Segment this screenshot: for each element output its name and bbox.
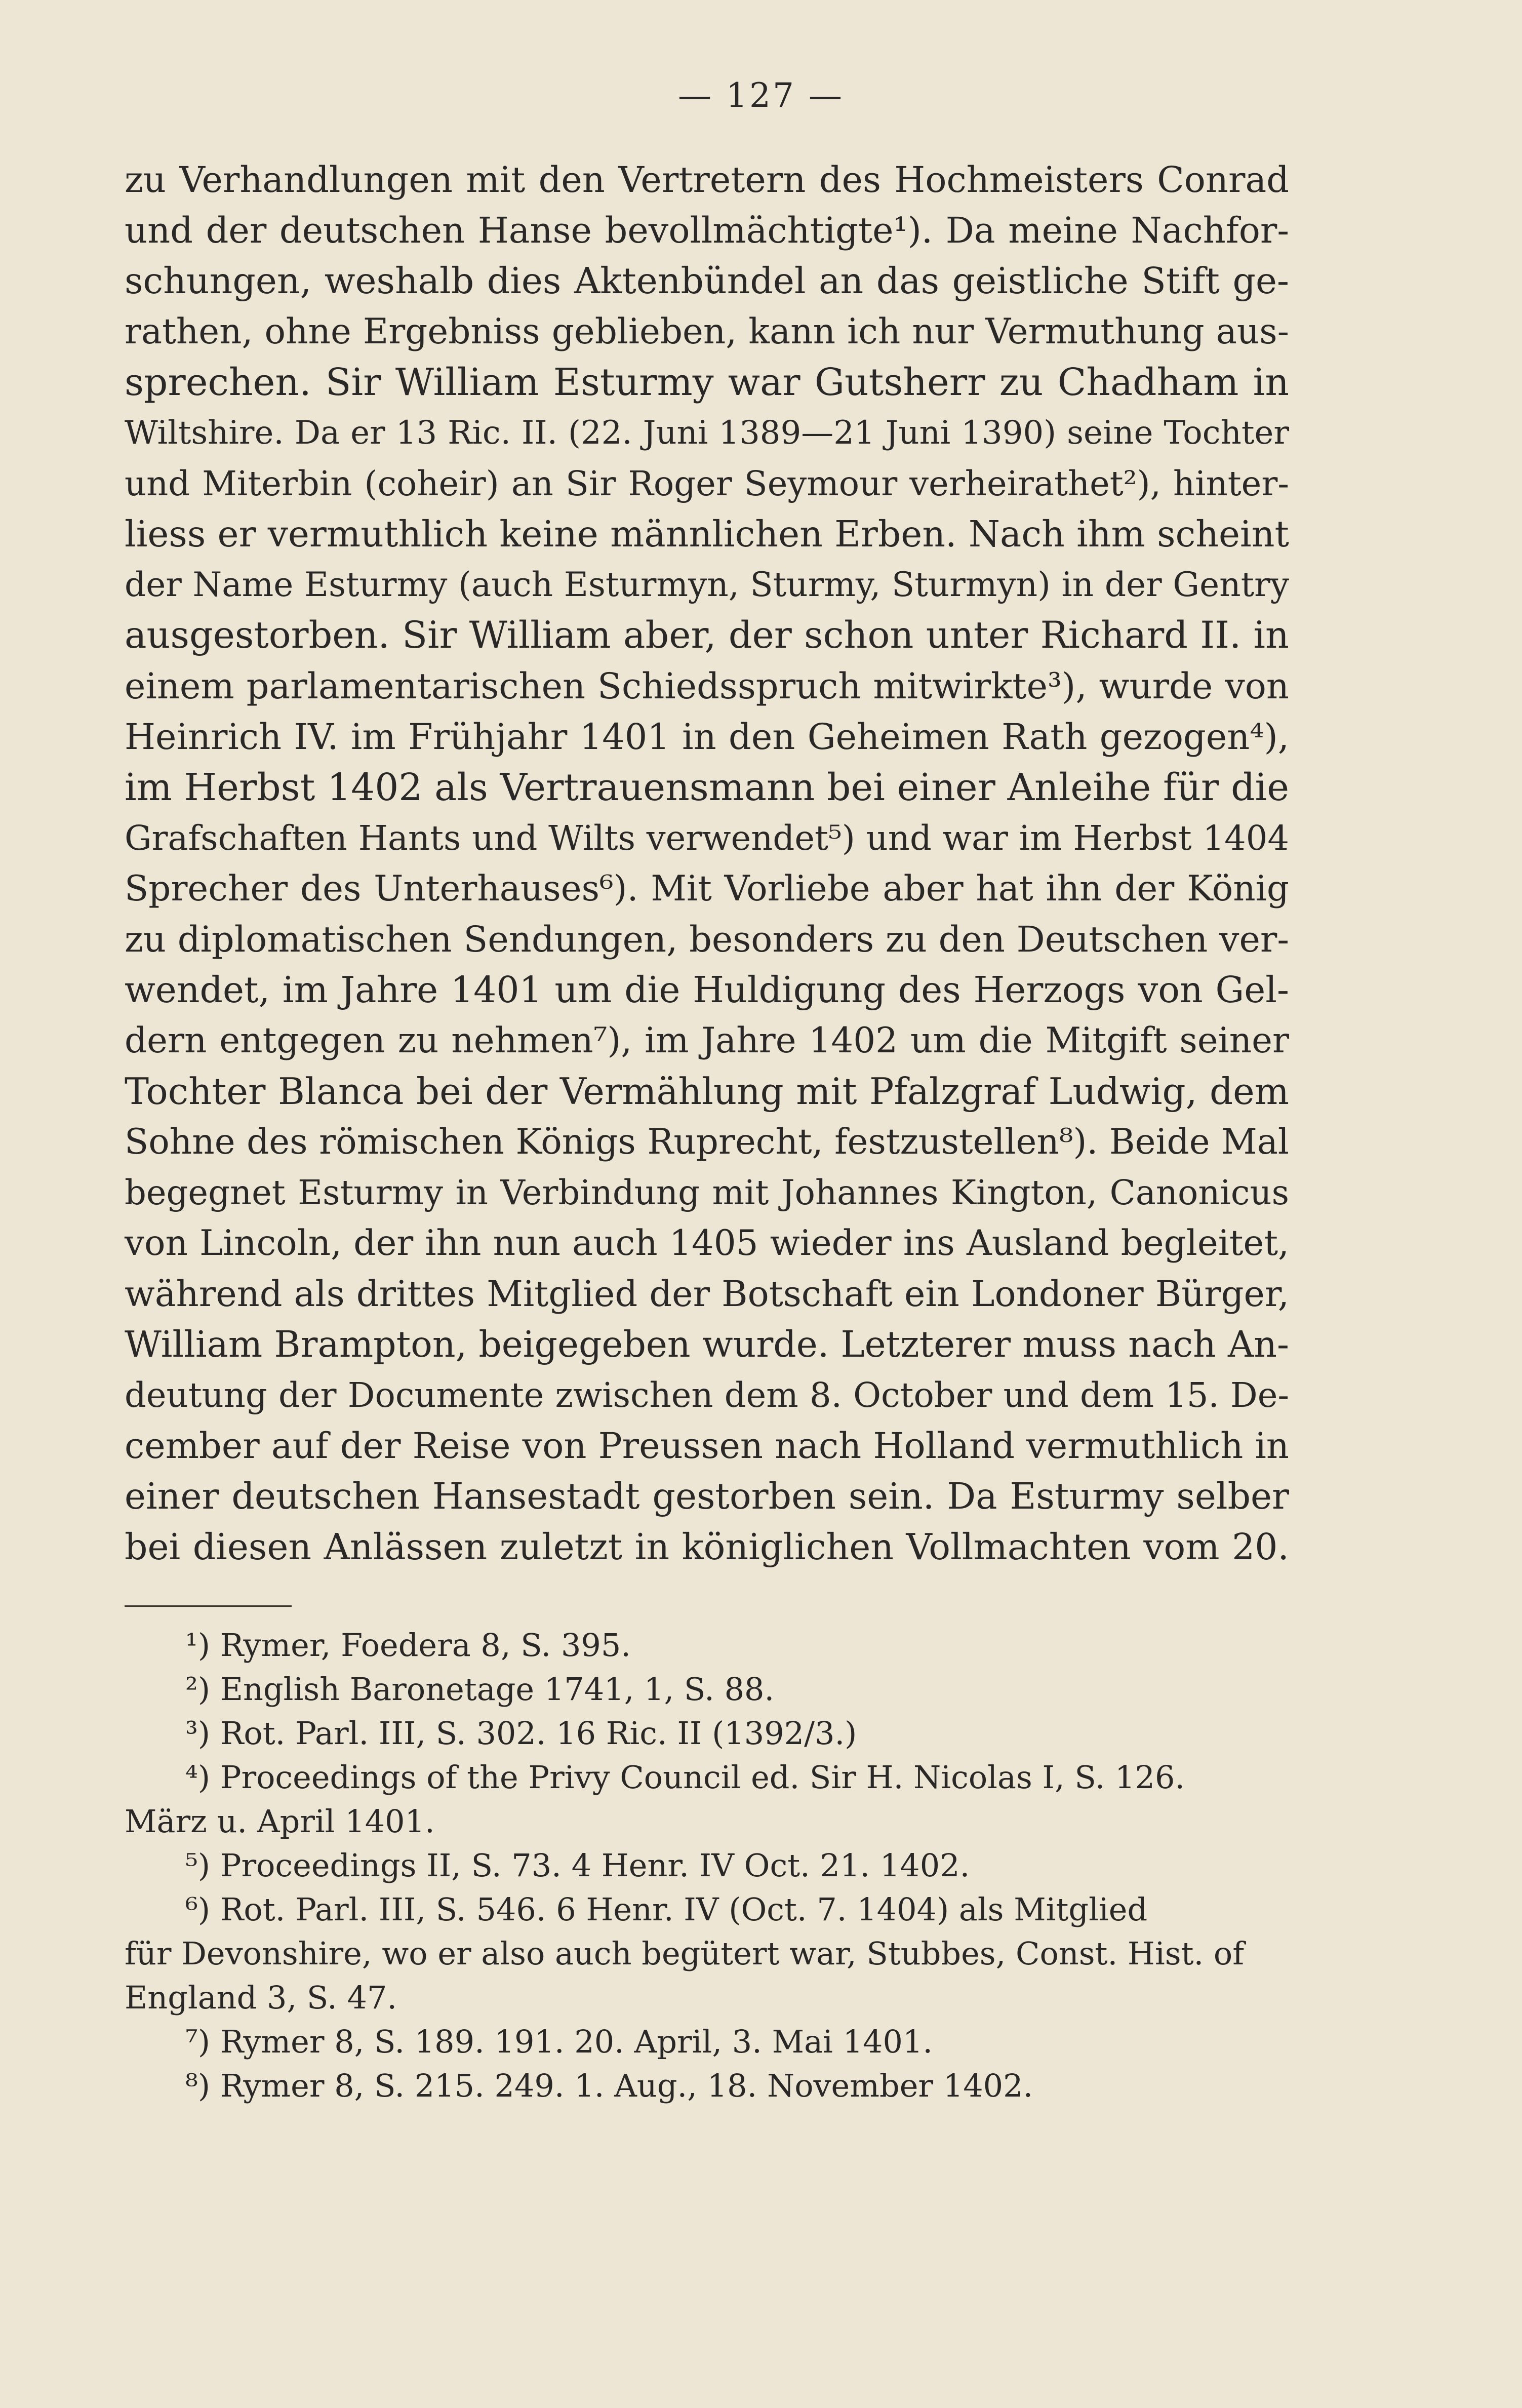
footnote-line: ¹) Rymer, Foedera 8, S. 395.	[185, 1627, 631, 1664]
text-line: Wiltshire. Da er 13 Ric. II. (22. Juni 1389—21 Juni 1390) seine Tochter	[125, 414, 1289, 452]
footnote-line: ⁵) Proceedings II, S. 73. 4 Henr. IV Oct. 21. 1402.	[185, 1847, 970, 1884]
text-line: Tochter Blanca bei der Vermählung mit Pfalzgraf Ludwig, dem	[125, 1070, 1289, 1113]
text-line: deutung der Documente zwischen dem 8. October und dem 15. De-	[125, 1375, 1289, 1415]
text-line: begegnet Esturmy in Verbindung mit Johannes Kington, Canonicus	[125, 1173, 1289, 1212]
text-line: während als drittes Mitglied der Botschaft ein Londoner Bürger,	[125, 1273, 1289, 1315]
text-line: im Herbst 1402 als Vertrauensmann bei einer Anleihe für die	[125, 766, 1289, 809]
footnotes	[125, 1623, 1289, 2108]
text-line: cember auf der Reise von Preussen nach Holland vermuthlich in	[125, 1425, 1289, 1467]
text-line: einem parlamentarischen Schiedsspruch mitwirkte³), wurde von	[125, 665, 1289, 707]
page-number: — 127 —	[678, 76, 844, 115]
text-line: Sprecher des Unterhauses⁶). Mit Vorliebe aber hat ihn der König	[125, 869, 1289, 909]
text-line: zu Verhandlungen mit den Vertretern des Hochmeisters Conrad	[125, 159, 1289, 201]
footnote-line: ²) English Baronetage 1741, 1, S. 88.	[185, 1671, 775, 1708]
text-line: schungen, weshalb dies Aktenbündel an das geistliche Stift ge-	[125, 260, 1289, 302]
footnote-line: ⁷) Rymer 8, S. 189. 191. 20. April, 3. Mai 1401.	[185, 2023, 933, 2060]
footnote-divider	[125, 1605, 292, 1607]
footnote-line: ⁸) Rymer 8, S. 215. 249. 1. Aug., 18. November 1402.	[185, 2067, 1033, 2104]
main-text	[125, 154, 1289, 1572]
text-line: Heinrich IV. im Frühjahr 1401 in den Geheimen Rath gezogen⁴),	[125, 716, 1289, 758]
footnote-line: März u. April 1401.	[125, 1803, 435, 1840]
text-line: und Miterbin (coheir) an Sir Roger Seymour verheirathet²), hinter-	[125, 464, 1289, 503]
text-line: Sohne des römischen Königs Ruprecht, festzustellen⁸). Beide Mal	[125, 1122, 1289, 1162]
text-line: wendet, im Jahre 1401 um die Huldigung des Herzogs von Gel-	[125, 969, 1289, 1011]
text-line: liess er vermuthlich keine männlichen Erben. Nach ihm scheint	[125, 513, 1289, 555]
text-line: sprechen. Sir William Esturmy war Gutsherr zu Chadham in	[125, 361, 1289, 404]
text-line: William Brampton, beigegeben wurde. Letzterer muss nach An-	[125, 1323, 1289, 1365]
text-line: der Name Esturmy (auch Esturmyn, Sturmy, Sturmyn) in der Gentry	[125, 565, 1289, 604]
text-line: ausgestorben. Sir William aber, der schon unter Richard II. in	[125, 614, 1289, 657]
footnote-line: ⁴) Proceedings of the Privy Council ed. Sir H. Nicolas I, S. 126.	[185, 1759, 1185, 1796]
text-line: dern entgegen zu nehmen⁷), im Jahre 1402 um die Mitgift seiner	[125, 1020, 1289, 1061]
text-line: zu diplomatischen Sendungen, besonders zu den Deutschen ver-	[125, 919, 1289, 960]
footnote-line: ³) Rot. Parl. III, S. 302. 16 Ric. II (1392/3.)	[185, 1715, 857, 1752]
footnote-line: England 3, S. 47.	[125, 1979, 397, 2016]
text-line: einer deutschen Hansestadt gestorben sein. Da Esturmy selber	[125, 1475, 1289, 1517]
text-line: Grafschaften Hants und Wilts verwendet⁵) und war im Herbst 1404	[125, 818, 1289, 858]
text-line: bei diesen Anlässen zuletzt in königlichen Vollmachten vom 20.	[125, 1526, 1289, 1568]
footnote-line: ⁶) Rot. Parl. III, S. 546. 6 Henr. IV (Oct. 7. 1404) als Mitglied	[185, 1891, 1148, 1928]
footnote-line: für Devonshire, wo er also auch begütert war, Stubbes, Const. Hist. of	[125, 1935, 1245, 1972]
text-line: rathen, ohne Ergebniss geblieben, kann ich nur Vermuthung aus-	[125, 311, 1289, 352]
text-line: und der deutschen Hanse bevollmächtigte¹). Da meine Nachfor-	[125, 210, 1289, 251]
text-line: von Lincoln, der ihn nun auch 1405 wieder ins Ausland begleitet,	[125, 1223, 1289, 1264]
